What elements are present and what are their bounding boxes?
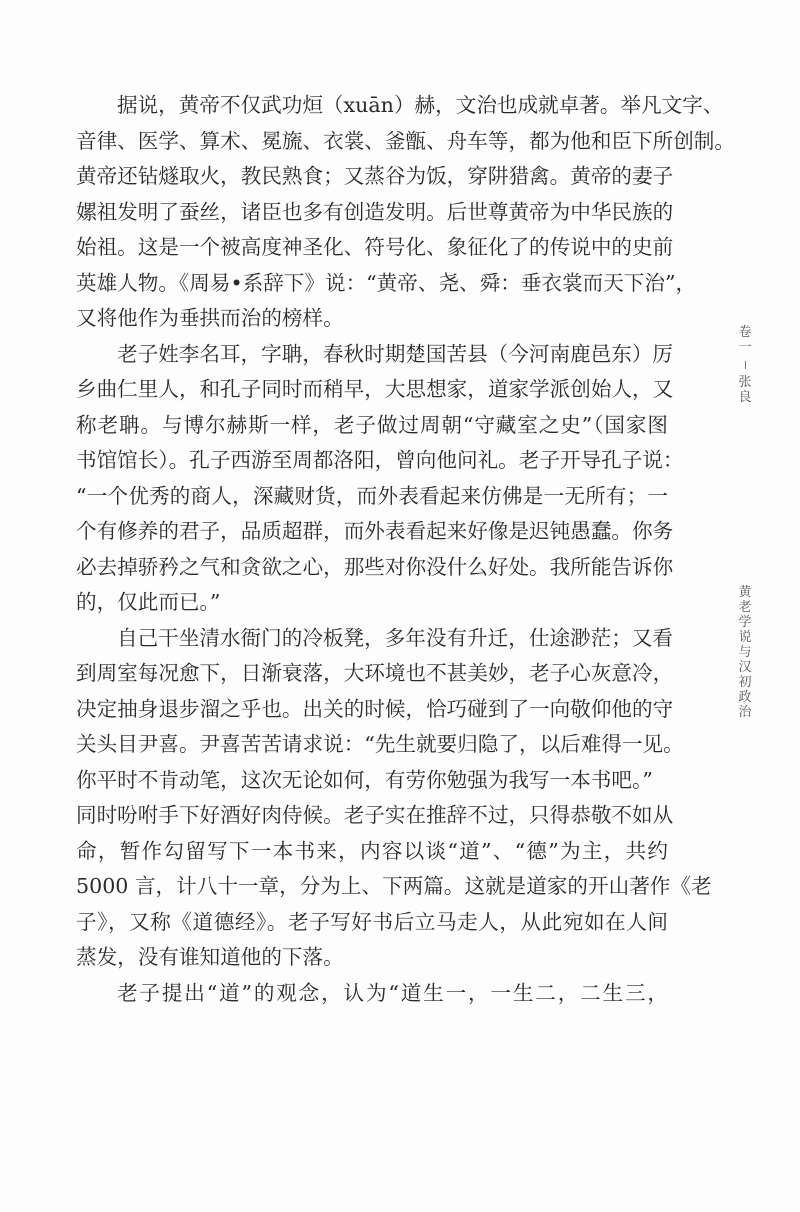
text-line: 音律、医学、算术、冕旒、衣裳、釜甑、舟车等，都为他和臣下所创制。 [76, 128, 735, 153]
text-line: 蒸发，没有谁知道他的下落。 [76, 945, 344, 969]
text-line: 黄帝还钻燧取火，教民熟食；又蒸谷为饭，穿阱猎禽。黄帝的妻子 [76, 164, 674, 188]
text-line: 必去掉骄矜之气和贪欲之心，那些对你没什么好处。我所能告诉你 [76, 554, 674, 579]
text-line: 关头目尹喜。尹喜苦苦请求说：“先生就要归隐了，以后难得一见。 [76, 732, 684, 756]
text-line: 自己干坐清水衙门的冷板凳，多年没有升迁，仕途渺茫；又看 [117, 625, 674, 650]
text-line: 老子姓李名耳，字聃，春秋时期楚国苦县（今河南鹿邑东）厉 [117, 341, 674, 366]
body-text [76, 88, 735, 1011]
text-line: 乡曲仁里人，和孔子同时而稍早，大思想家，道家学派创始人，又 [76, 377, 674, 401]
text-line: 到周室每况愈下，日渐衰落，大环境也不甚美妙，老子心灰意冷， [76, 661, 674, 685]
paragraph-dao [76, 976, 668, 1012]
paragraph-huangdi [76, 88, 735, 337]
text-line: 又将他作为垂拱而治的榜样。 [76, 306, 344, 330]
text-line: 决定抽身退步溜之乎也。出关的时候，恰巧碰到了一向敬仰他的守 [76, 696, 674, 721]
text-line: 5000 言，计八十一章，分为上、下两篇。这就是道家的开山著作《老 [76, 874, 712, 898]
text-line: 命，暂作勾留写下一本书来，内容以谈“道”、“德”为主，共约 [76, 838, 668, 863]
running-head-chapter [737, 585, 753, 720]
text-line: 老子提出“道”的观念，认为“道生一，一生二，二生三， [117, 980, 668, 1005]
text-line: 个有修养的君子，品质超群，而外表看起来好像是迟钝愚蠢。你务 [76, 519, 674, 543]
text-line: 始祖。这是一个被高度神圣化、符号化、象征化了的传说中的史前 [76, 235, 674, 259]
running-head-volume [737, 325, 753, 405]
text-line: 称老聃。与博尔赫斯一样，老子做过周朝“守藏室之史”（国家图 [76, 412, 668, 437]
text-line: 书馆馆长）。孔子西游至周都洛阳，曾向他问礼。老子开导孔子说： [76, 448, 684, 472]
text-line: 据说，黄帝不仅武功烜（xuān）赫，文治也成就卓著。举凡文字、 [117, 93, 724, 117]
text-line: 嫘祖发明了蚕丝，诸臣也多有创造发明。后世尊黄帝为中华民族的 [76, 199, 674, 224]
text-line: 你平时不肯动笔，这次无论如何，有劳你勉强为我写一本书吧。” [76, 767, 653, 792]
running-head-chapter-text: 黄老学说与汉初政治 [738, 585, 752, 720]
running-head-name-text: 张良 [738, 375, 752, 405]
paragraph-laozi-bio [76, 337, 684, 621]
text-line: 的，仅此而已。” [76, 590, 221, 614]
paragraph-laozi-departure [76, 621, 712, 976]
running-head-volume-text: 卷一 [738, 325, 752, 355]
running-head-divider [745, 361, 746, 369]
text-line: 子》，又称《道德经》。老子写好书后立马走人，从此宛如在人间 [76, 909, 668, 934]
text-line: 同时吩咐手下好酒好肉侍候。老子实在推辞不过，只得恭敬不如从 [76, 803, 674, 827]
text-line: “一个优秀的商人，深藏财货，而外表看起来仿佛是一无所有；一 [76, 483, 668, 508]
text-line: 英雄人物。《周易•系辞下》说：“黄帝、尧、舜：垂衣裳而天下治”， [76, 270, 697, 295]
